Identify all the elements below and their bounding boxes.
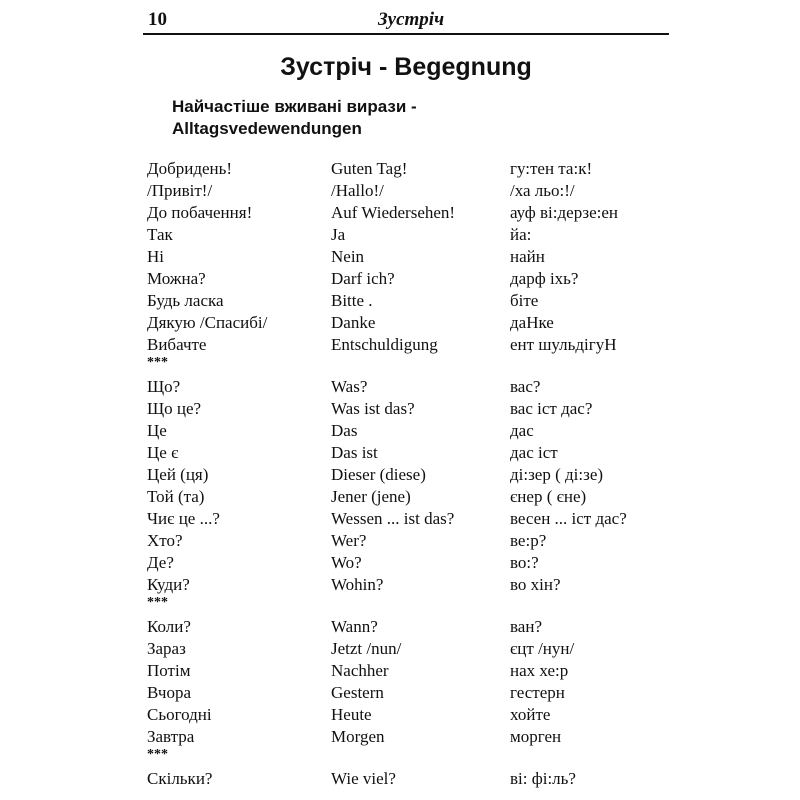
phrase-row (147, 574, 677, 596)
phrase-row (147, 268, 677, 290)
subtitle-line-2: Alltagsvedewendungen (172, 119, 362, 138)
ukrainian-phrase: Вибачте (147, 335, 207, 354)
phrase-row (147, 704, 677, 726)
phrase-table (147, 158, 677, 790)
phrase-row (147, 202, 677, 224)
german-phrase: Dieser (diese) (331, 465, 426, 484)
phrase-row (147, 616, 677, 638)
transcription: вас іст дас? (510, 399, 593, 418)
ukrainian-phrase: Завтра (147, 727, 195, 746)
german-phrase: Wo? (331, 553, 362, 572)
transcription: йа: (510, 225, 532, 244)
ukrainian-phrase: Дякую /Спасибі/ (147, 313, 268, 332)
german-phrase: Das ist (331, 443, 378, 462)
ukrainian-phrase: Коли? (147, 617, 191, 636)
transcription: ауф ві:дерзе:ен (510, 203, 619, 222)
section-subtitle (172, 96, 417, 140)
transcription: дарф іхь? (510, 269, 579, 288)
german-phrase: Danke (331, 313, 376, 332)
ukrainian-phrase: Це (147, 421, 167, 440)
ukrainian-phrase: Той (та) (147, 487, 205, 506)
german-phrase: Wann? (331, 617, 378, 636)
ukrainian-phrase: Що це? (147, 399, 202, 418)
ukrainian-phrase: Це є (147, 443, 179, 462)
ukrainian-phrase: Що? (147, 377, 181, 396)
german-phrase: Heute (331, 705, 372, 724)
transcription: гу:тен та:к! (510, 159, 593, 178)
german-phrase: Nein (331, 247, 365, 266)
ukrainian-phrase: Зараз (147, 639, 186, 658)
phrase-row (147, 420, 677, 442)
ukrainian-phrase: Вчора (147, 683, 192, 702)
german-phrase: Gestern (331, 683, 384, 702)
transcription: ві: фі:ль? (510, 769, 576, 788)
german-phrase: Das (331, 421, 358, 440)
ukrainian-phrase: До побачення! (147, 203, 253, 222)
transcription: вас? (510, 377, 541, 396)
german-phrase: Morgen (331, 727, 385, 746)
transcription: біте (510, 291, 539, 310)
phrase-row (147, 726, 677, 748)
german-phrase: /Hallo!/ (331, 181, 384, 200)
german-phrase: Was? (331, 377, 368, 396)
transcription: морген (510, 727, 562, 746)
phrase-row (147, 638, 677, 660)
german-phrase: Darf ich? (331, 269, 395, 288)
phrase-row (147, 530, 677, 552)
phrase-row (147, 180, 677, 202)
phrase-row (147, 158, 677, 180)
german-phrase: Was ist das? (331, 399, 415, 418)
german-phrase: Ja (331, 225, 346, 244)
german-phrase: Nachher (331, 661, 389, 680)
transcription: весен ... іст дас? (510, 509, 627, 528)
ukrainian-phrase: Добридень! (147, 159, 233, 178)
separator-stars: *** (147, 355, 168, 370)
phrase-row (147, 246, 677, 268)
transcription: найн (510, 247, 545, 266)
transcription: ве:р? (510, 531, 547, 550)
page-number: 10 (148, 9, 167, 30)
header-rule (143, 33, 669, 35)
running-head: Зустріч (378, 9, 445, 30)
phrase-row (147, 660, 677, 682)
ukrainian-phrase: Можна? (147, 269, 206, 288)
phrase-row (147, 682, 677, 704)
separator (147, 748, 677, 768)
transcription: /ха льо:!/ (510, 181, 575, 200)
transcription: дас (510, 421, 534, 440)
ukrainian-phrase: /Привіт!/ (147, 181, 213, 200)
separator-stars: *** (147, 595, 168, 610)
ukrainian-phrase: Де? (147, 553, 174, 572)
german-phrase: Wie viel? (331, 769, 396, 788)
transcription: дас іст (510, 443, 558, 462)
ukrainian-phrase: Цей (ця) (147, 465, 209, 484)
ukrainian-phrase: Ні (147, 247, 164, 266)
ukrainian-phrase: Сьогодні (147, 705, 212, 724)
transcription: гестерн (510, 683, 565, 702)
phrase-row (147, 552, 677, 574)
page-title: Зустріч - Begegnung (280, 53, 532, 81)
separator (147, 596, 677, 616)
subtitle-line-1: Найчастіше вживані вирази - (172, 97, 417, 116)
transcription: ент шульдігуН (510, 335, 617, 354)
phrase-row (147, 312, 677, 334)
transcription: даНке (510, 313, 554, 332)
phrase-row (147, 224, 677, 246)
transcription: во:? (510, 553, 539, 572)
transcription: єнер ( єне) (510, 487, 587, 506)
phrase-row (147, 334, 677, 356)
german-phrase: Auf Wiedersehen! (331, 203, 456, 222)
separator (147, 356, 677, 376)
ukrainian-phrase: Так (147, 225, 173, 244)
ukrainian-phrase: Потім (147, 661, 191, 680)
ukrainian-phrase: Скільки? (147, 769, 213, 788)
phrase-row (147, 290, 677, 312)
german-phrase: Wohin? (331, 575, 384, 594)
transcription: ван? (510, 617, 542, 636)
phrase-row (147, 768, 677, 790)
separator-stars: *** (147, 747, 168, 762)
german-phrase: Bitte . (331, 291, 373, 310)
phrase-row (147, 442, 677, 464)
phrase-row (147, 464, 677, 486)
german-phrase: Entschuldigung (331, 335, 438, 354)
ukrainian-phrase: Чиє це ...? (147, 509, 220, 528)
transcription: во хін? (510, 575, 561, 594)
phrase-row (147, 486, 677, 508)
transcription: ді:зер ( ді:зе) (510, 465, 604, 484)
phrase-row (147, 508, 677, 530)
phrase-row (147, 376, 677, 398)
german-phrase: Guten Tag! (331, 159, 408, 178)
german-phrase: Wer? (331, 531, 367, 550)
ukrainian-phrase: Хто? (147, 531, 183, 550)
german-phrase: Jener (jene) (331, 487, 411, 506)
german-phrase: Jetzt /nun/ (331, 639, 402, 658)
transcription: нах хе:р (510, 661, 569, 680)
german-phrase: Wessen ... ist das? (331, 509, 455, 528)
ukrainian-phrase: Куди? (147, 575, 190, 594)
transcription: хойте (510, 705, 551, 724)
phrase-row (147, 398, 677, 420)
transcription: єцт /нун/ (510, 639, 575, 658)
ukrainian-phrase: Будь ласка (147, 291, 224, 310)
